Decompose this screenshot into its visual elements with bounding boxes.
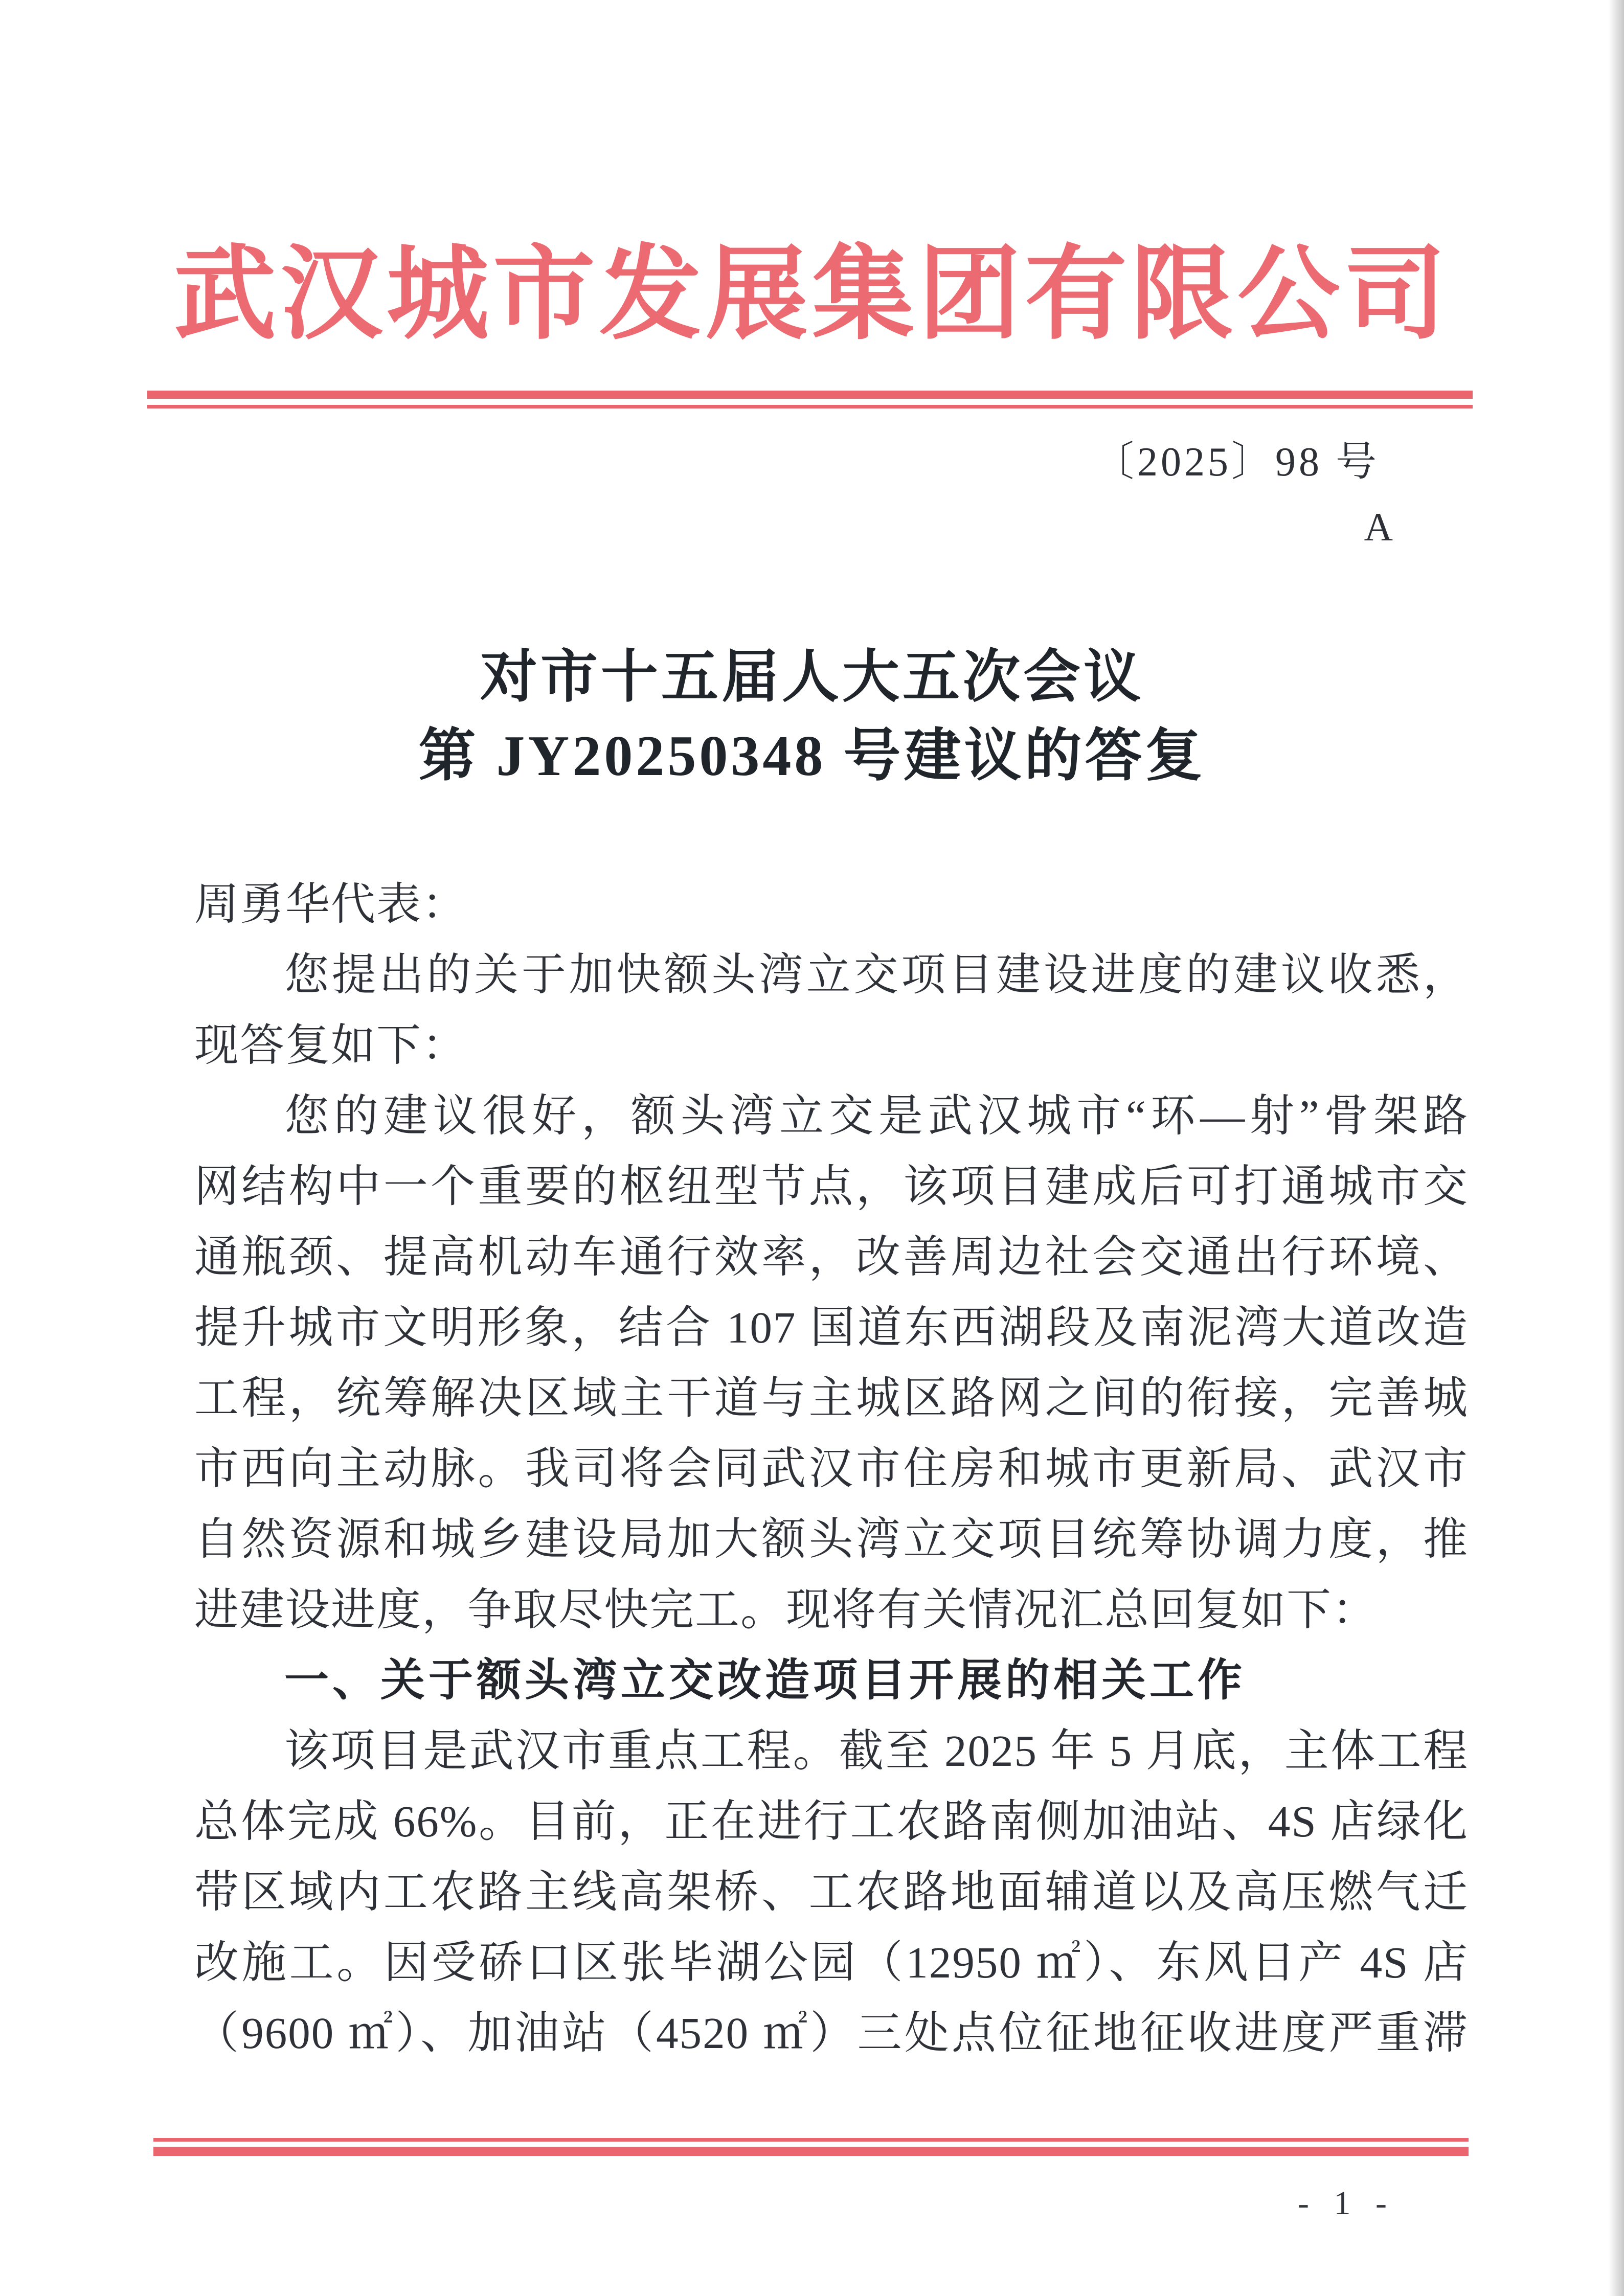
footer-rule-thin bbox=[153, 2138, 1469, 2142]
body-line: 现答复如下： bbox=[194, 1020, 467, 1070]
body-line: 周勇华代表： bbox=[194, 879, 467, 929]
header-double-rule bbox=[147, 391, 1473, 408]
letterhead-title: 武汉城市发展集团有限公司 bbox=[173, 239, 1450, 352]
body-line: 网结构中一个重要的枢纽型节点，该项目建成后可打通城市交 bbox=[194, 1162, 1469, 1211]
page-number: - 1 - bbox=[1298, 2185, 1395, 2222]
footer-rule-gap bbox=[153, 2142, 1469, 2147]
document-title-line2: 第 JY20250348 号建议的答复 bbox=[418, 724, 1206, 788]
body-line: 进建设进度，争取尽快完工。现将有关情况汇总回复如下： bbox=[194, 1585, 1378, 1634]
header-rule-gap bbox=[147, 399, 1473, 405]
document-number: 〔2025〕98 号 bbox=[1093, 440, 1380, 485]
document-mark-a: A bbox=[1364, 505, 1393, 549]
body-line: 市西向主动脉。我司将会同武汉市住房和城市更新局、武汉市 bbox=[194, 1444, 1469, 1493]
body-line: 自然资源和城乡建设局加大额头湾立交项目统筹协调力度，推 bbox=[194, 1514, 1469, 1564]
body-line: 该项目是武汉市重点工程。截至 2025 年 5 月底，主体工程 bbox=[284, 1726, 1469, 1776]
page-edge-shadow bbox=[1609, 0, 1624, 2296]
body-line: 带区域内工农路主线高架桥、工农路地面辅道以及高压燃气迁 bbox=[194, 1867, 1469, 1917]
document-title bbox=[0, 638, 1624, 795]
body-line: （9600 ㎡）、加油站（4520 ㎡）三处点位征地征收进度严重滞 bbox=[194, 2008, 1469, 2058]
body-text bbox=[194, 869, 1469, 2068]
body-line: 提升城市文明形象，结合 107 国道东西湖段及南泥湾大道改造 bbox=[194, 1303, 1469, 1352]
footer-double-rule bbox=[153, 2138, 1469, 2156]
document-title-line1: 对市十五届人大五次会议 bbox=[480, 646, 1144, 709]
footer-rule-thick bbox=[153, 2147, 1469, 2156]
header-rule-thin bbox=[147, 405, 1473, 408]
body-line: 改施工。因受硚口区张毕湖公园（12950 ㎡）、东风日产 4S 店 bbox=[194, 1938, 1469, 1987]
body-line: 工程，统筹解决区域主干道与主城区路网之间的衔接，完善城 bbox=[194, 1373, 1469, 1423]
section-heading: 一、关于额头湾立交改造项目开展的相关工作 bbox=[284, 1655, 1246, 1705]
body-line: 通瓶颈、提高机动车通行效率，改善周边社会交通出行环境、 bbox=[194, 1232, 1469, 1282]
body-line: 您的建议很好，额头湾立交是武汉城市“环—射”骨架路 bbox=[284, 1091, 1469, 1141]
body-line: 总体完成 66%。目前，正在进行工农路南侧加油站、4S 店绿化 bbox=[194, 1797, 1469, 1846]
header-rule-thick bbox=[147, 391, 1473, 399]
body-line: 您提出的关于加快额头湾立交项目建设进度的建议收悉， bbox=[284, 950, 1469, 999]
